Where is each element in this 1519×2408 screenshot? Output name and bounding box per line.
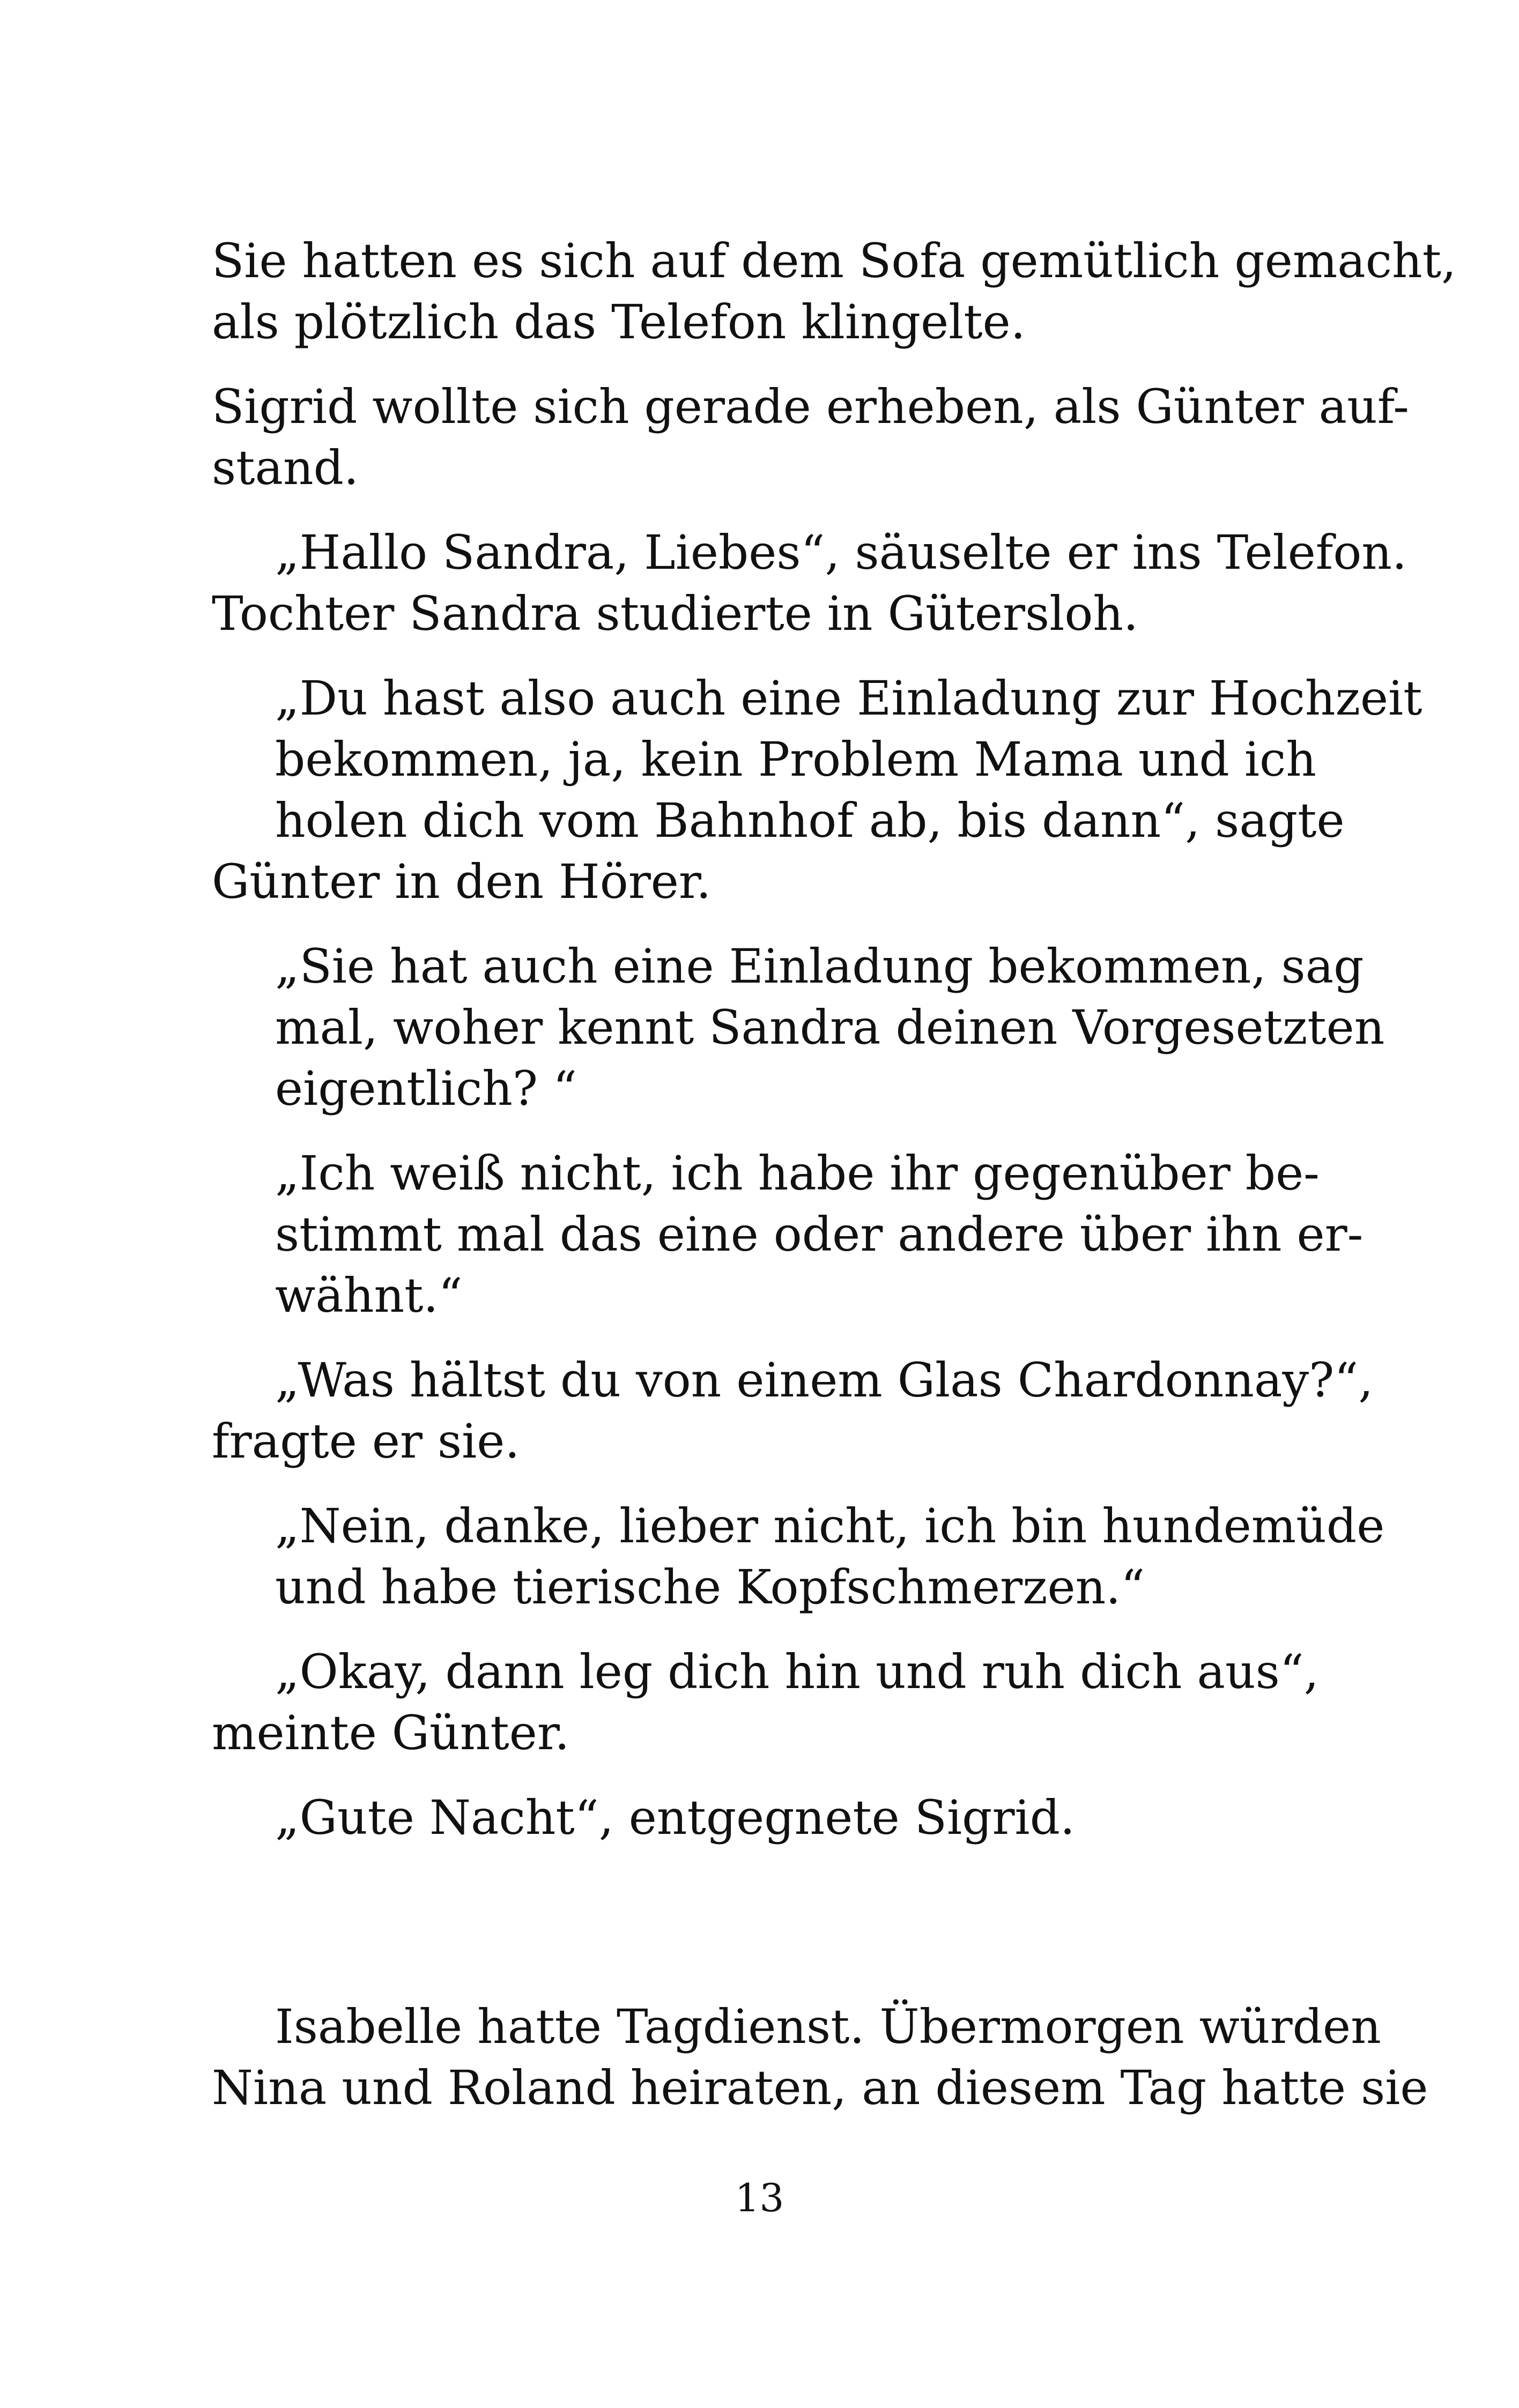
text-line: bekommen, ja, kein Problem Mama und ich xyxy=(275,732,1316,787)
paragraph xyxy=(212,1641,1319,1764)
text-line: und habe tierische Kopfschmerzen.“ xyxy=(275,1559,1145,1615)
paragraph xyxy=(212,376,1409,499)
text-line: „Nein, danke, lieber nicht, ich bin hundemüde xyxy=(275,1498,1385,1554)
text-line: „Okay, dann leg dich hin und ruh dich aus“, xyxy=(275,1644,1319,1699)
section-break xyxy=(212,1872,1316,1996)
text-line: holen dich vom Bahnhof ab, bis dann“, sagte xyxy=(275,793,1345,848)
text-line: meinte Günter. xyxy=(212,1705,570,1760)
paragraph xyxy=(212,231,1457,353)
text-line: Nina und Roland heiraten, an diesem Tag hatte sie xyxy=(212,2060,1428,2115)
text-line: Tochter Sandra studierte in Gütersloh. xyxy=(212,586,1138,641)
text-line: Isabelle hatte Tagdienst. Übermorgen würden xyxy=(275,1999,1381,2054)
paragraph xyxy=(212,936,1385,1119)
text-line: Günter in den Hörer. xyxy=(212,854,712,909)
text-line: fragte er sie. xyxy=(212,1414,520,1469)
text-line: mal, woher kennt Sandra deinen Vorgesetzten xyxy=(275,1000,1385,1055)
text-line: „Sie hat auch eine Einladung bekommen, sag xyxy=(275,939,1364,994)
text-line: wähnt.“ xyxy=(275,1268,463,1323)
paragraph xyxy=(212,522,1407,644)
text-line: eigentlich? “ xyxy=(275,1061,577,1116)
paragraph xyxy=(212,1496,1385,1618)
text-line: Sie hatten es sich auf dem Sofa gemütlich gemacht, xyxy=(212,233,1457,288)
text-line: „Was hältst du von einem Glas Chardonnay?“, xyxy=(275,1352,1374,1408)
text-line: „Gute Nacht“, entgegnete Sigrid. xyxy=(275,1790,1076,1845)
paragraph xyxy=(212,1996,1428,2119)
paragraph xyxy=(212,1143,1364,1326)
text-line: als plötzlich das Telefon klingelte. xyxy=(212,294,1026,350)
text-line: „Du hast also auch eine Einladung zur Hochzeit xyxy=(275,671,1422,726)
body-text xyxy=(212,231,1457,2142)
text-line: stand. xyxy=(212,440,359,495)
page-number: 13 xyxy=(735,2175,784,2220)
text-line: „Hallo Sandra, Liebes“, säuselte er ins Telefon. xyxy=(275,525,1407,580)
paragraph xyxy=(212,668,1422,912)
text-line: stimmt mal das eine oder andere über ihn er- xyxy=(275,1207,1364,1262)
paragraph xyxy=(212,1787,1316,1848)
text-line: „Ich weiß nicht, ich habe ihr gegenüber be- xyxy=(275,1146,1320,1201)
text-line: Sigrid wollte sich gerade erheben, als Günter auf- xyxy=(212,379,1409,434)
paragraph xyxy=(212,1350,1374,1472)
